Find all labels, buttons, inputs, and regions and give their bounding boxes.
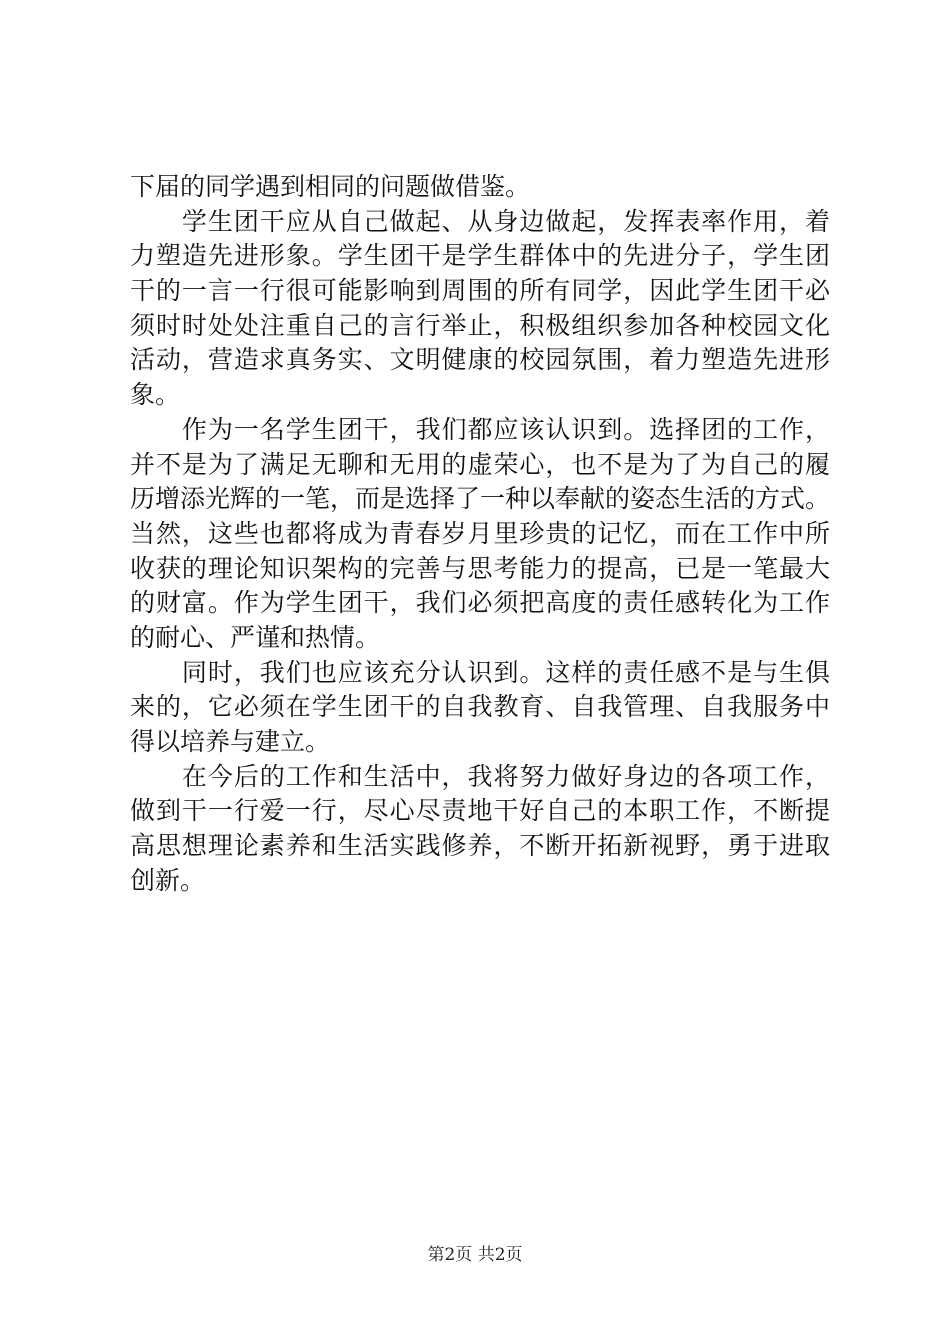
- paragraph-1: [130, 170, 830, 205]
- text-line: 力塑造先进形象。学生团干是学生群体中的先进分子，学生团: [130, 241, 830, 271]
- text-line: 的财富。作为学生团干，我们必须把高度的责任感转化为工作: [130, 588, 830, 618]
- text-line: 当然，这些也都将成为青春岁月里珍贵的记忆，而在工作中所: [130, 518, 830, 548]
- document-body: [130, 170, 830, 898]
- paragraph-4: [130, 656, 830, 760]
- text-line: 高思想理论素养和生活实践修养，不断开拓新视野，勇于进取: [130, 831, 830, 861]
- text-line: 得以培养与建立。: [130, 727, 331, 756]
- paragraph-2: [130, 205, 830, 413]
- paragraph-3: [130, 413, 830, 656]
- text-line: 干的一言一行很可能影响到周围的所有同学，因此学生团干必: [130, 276, 830, 306]
- text-line: 在今后的工作和生活中，我将努力做好身边的各项工作，: [130, 761, 830, 791]
- paragraph-5: [130, 760, 830, 899]
- text-line: 做到干一行爱一行，尽心尽责地干好自己的本职工作，不断提: [130, 796, 830, 826]
- text-line: 来的，它必须在学生团干的自我教育、自我管理、自我服务中: [130, 692, 830, 722]
- text-line: 同时，我们也应该充分认识到。这样的责任感不是与生俱: [130, 657, 830, 687]
- text-line: 历增添光辉的一笔，而是选择了一种以奉献的姿态生活的方式。: [130, 484, 830, 514]
- text-line: 创新。: [130, 865, 206, 895]
- text-line: 作为一名学生团干，我们都应该认识到。选择团的工作，: [130, 414, 830, 444]
- text-line: 下届的同学遇到相同的问题做借鉴。: [130, 172, 531, 201]
- text-line: 须时时处处注重自己的言行举止，积极组织参加各种校园文化: [130, 310, 830, 340]
- text-line: 学生团干应从自己做起、从身边做起，发挥表率作用，着: [130, 206, 830, 236]
- text-line: 象。: [130, 380, 181, 410]
- text-line: 的耐心、严谨和热情。: [130, 622, 381, 652]
- page-footer: 第2页 共2页: [427, 1245, 523, 1265]
- text-line: 收获的理论知识架构的完善与思考能力的提高，已是一笔最大: [130, 553, 830, 583]
- text-line: 活动，营造求真务实、文明健康的校园氛围，着力塑造先进形: [130, 345, 830, 375]
- text-line: 并不是为了满足无聊和无用的虚荣心，也不是为了为自己的履: [130, 449, 830, 479]
